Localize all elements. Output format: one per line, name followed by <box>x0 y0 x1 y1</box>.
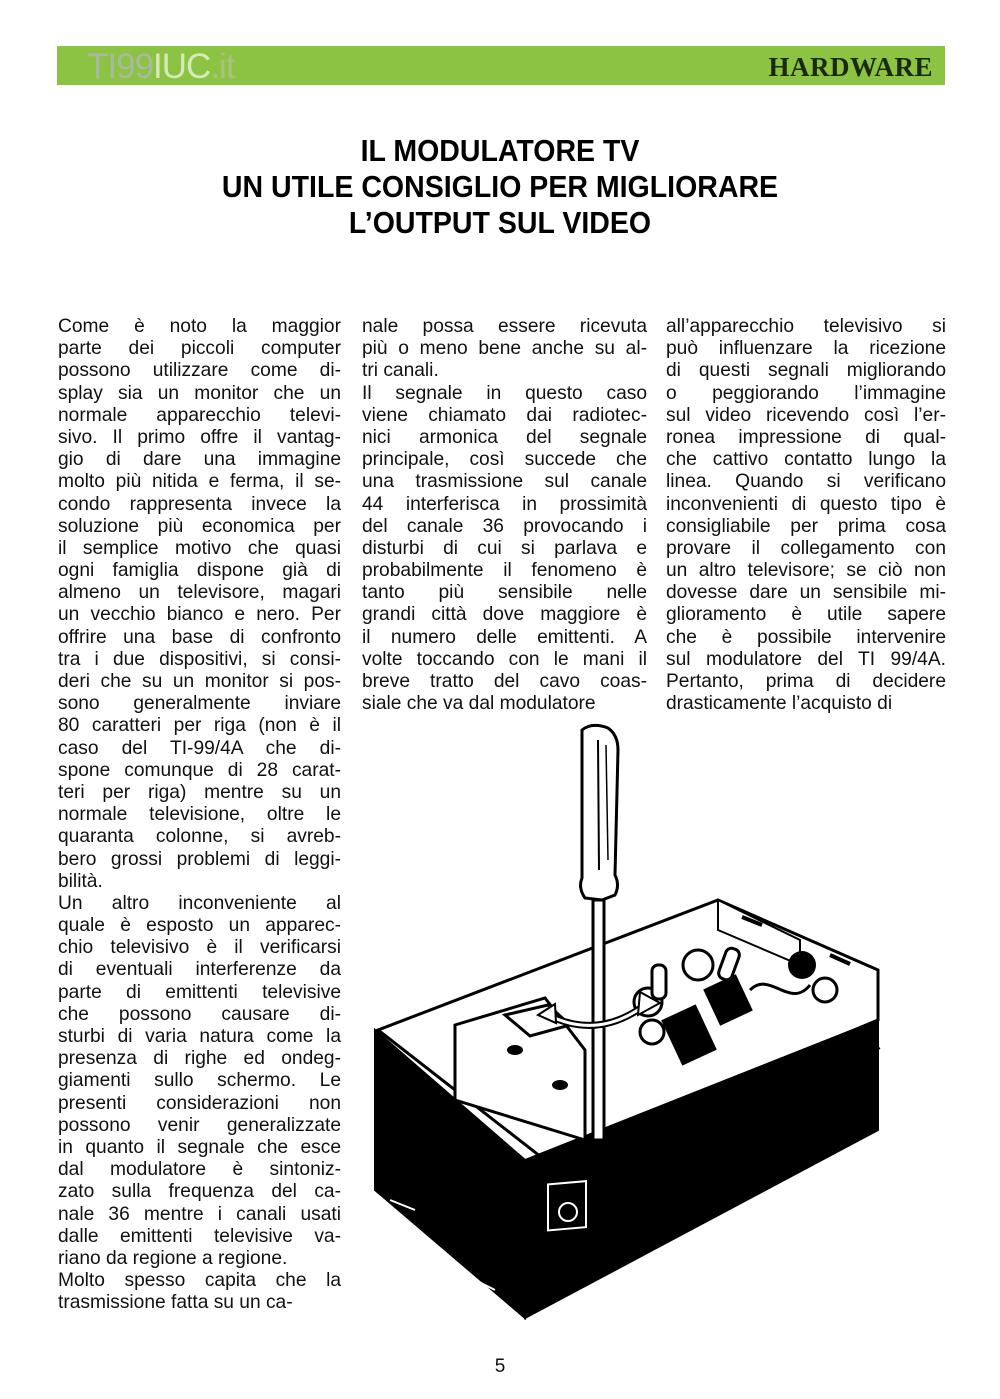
text-line: 80 caratteri per riga (non è il <box>58 715 341 737</box>
text-line: deri che su un monitor si pos- <box>58 671 341 692</box>
text-line: più o meno bene anche su al- <box>362 338 647 360</box>
text-line: quaranta colonne, si avreb- <box>58 826 341 848</box>
text-line: presenza di righe ed ondeg- <box>58 1048 341 1070</box>
text-line: almeno un televisore, magari <box>58 582 341 604</box>
text-line: sturbi di varia natura come la <box>58 1026 341 1047</box>
text-line: chio televisivo è il verificarsi <box>58 937 341 959</box>
text-line: glioramento è utile sapere <box>666 604 946 626</box>
text-line: di questi segnali migliorando <box>666 360 946 382</box>
text-line: breve tratto del cavo coas- <box>362 671 647 692</box>
text-line: zato sulla frequenza del ca- <box>58 1181 341 1203</box>
header-banner <box>57 46 945 85</box>
text-line: quale è esposto un apparec- <box>58 915 341 937</box>
text-line: trasmissione fatta su un ca- <box>58 1292 293 1314</box>
text-line: Molto spesso capita che la <box>58 1270 341 1292</box>
text-line: gio di dare una immagine <box>58 449 341 471</box>
text-line: sul video ricevendo così l’er- <box>666 404 946 426</box>
text-line: o peggiorando l’immagine <box>666 382 946 404</box>
text-line: che è possibile intervenire <box>666 626 946 648</box>
title-line: IL MODULATORE TV <box>360 133 640 168</box>
screwdriver-shaft <box>593 900 604 1140</box>
logo-part-it: .it <box>210 47 235 86</box>
text-line: nici armonica del segnale <box>362 426 647 448</box>
text-line: normale televisione, oltre le <box>58 804 341 826</box>
text-line: nale 36 mentre i canali usati <box>58 1203 341 1225</box>
text-line: possono venir generalizzate <box>58 1114 341 1136</box>
text-line: che cattivo contatto lungo la <box>666 449 946 471</box>
text-line: dal modulatore è sintoniz- <box>58 1159 341 1181</box>
text-line: sono generalmente inviare <box>58 693 341 715</box>
text-line: tanto più sensibile nelle <box>362 582 647 604</box>
text-line: grandi città dove maggiore è <box>362 604 647 626</box>
text-line: riano da regione a regione. <box>58 1247 288 1269</box>
text-line: di eventuali interferenze da <box>58 959 341 981</box>
text-line: sivo. Il primo offre il vantag- <box>58 426 341 448</box>
text-line: che possono causare di- <box>58 1003 341 1025</box>
text-line: ogni famiglia dispone già di <box>58 560 341 582</box>
text-line: in quanto il segnale che esce <box>58 1136 341 1158</box>
text-line: teri per riga) mentre su un <box>58 781 341 803</box>
text-line: molto più nitida e ferma, il se- <box>58 471 341 493</box>
text-line: bilità. <box>58 870 103 892</box>
text-line: tra i due dispositivi, si consi- <box>58 648 341 670</box>
text-line: all’apparecchio televisivo si <box>666 316 946 337</box>
text-line: normale apparecchio televi- <box>58 404 341 426</box>
text-line: bero grossi problemi di leggi- <box>58 848 341 870</box>
text-line: probabilmente il fenomeno è <box>362 560 647 582</box>
text-line: parte di emittenti televisive <box>58 981 341 1003</box>
text-line: nale possa essere ricevuta <box>362 316 647 337</box>
text-line: principale, così succede che <box>362 449 647 471</box>
text-line: linea. Quando si verificano <box>666 471 946 493</box>
text-line: siale che va dal modulatore <box>362 693 596 715</box>
text-line: soluzione più economica per <box>58 515 341 537</box>
text-column-1 <box>58 316 341 1314</box>
text-line: del canale 36 provocando i <box>362 515 647 537</box>
text-line: viene chiamato dai radiotec- <box>362 404 647 426</box>
text-line: provare il collegamento con <box>666 537 946 559</box>
text-line: splay sia un monitor che un <box>58 382 341 404</box>
text-line: un altro televisore; se ciò non <box>666 560 946 582</box>
text-column-3 <box>666 316 946 715</box>
text-line: condo rappresenta invece la <box>58 493 341 515</box>
text-line: può influenzare la ricezione <box>666 338 946 360</box>
text-line: un vecchio bianco e nero. Per <box>58 604 341 626</box>
text-column-2 <box>362 316 647 715</box>
text-line: dalle emittenti televisive va- <box>58 1225 341 1247</box>
text-line: parte dei piccoli computer <box>58 338 341 360</box>
logo-part-ti99: TI99 <box>87 47 154 86</box>
site-logo[interactable] <box>87 46 235 85</box>
text-line: volte toccando con le mani il <box>362 648 647 670</box>
text-line: caso del TI-99/4A che di- <box>58 737 341 759</box>
text-line: presenti considerazioni non <box>58 1092 341 1114</box>
text-line: il semplice motivo che quasi <box>58 537 341 559</box>
text-line: 44 interferisca in prossimità <box>362 493 647 515</box>
text-line: offrire una base di confronto <box>58 626 341 648</box>
page-number: 5 <box>494 1356 506 1377</box>
text-line: il numero delle emittenti. A <box>362 626 647 648</box>
modulator-screwdriver-illustration <box>370 720 960 1320</box>
text-line: Un altro inconveniente al <box>58 892 341 914</box>
text-line: consigliabile per prima cosa <box>666 515 946 537</box>
text-line: Come è noto la maggior <box>58 316 341 337</box>
text-line: giamenti sullo schermo. Le <box>58 1070 341 1092</box>
article-title <box>40 133 960 241</box>
text-line: tri canali. <box>362 360 439 382</box>
text-line: dovesse dare un sensibile mi- <box>666 582 946 604</box>
text-line: una trasmissione sul canale <box>362 471 647 493</box>
text-line: disturbi di cui si parlava e <box>362 537 647 559</box>
section-label: HARDWARE <box>768 52 933 82</box>
text-line: possono utilizzare come di- <box>58 360 341 382</box>
text-line: drasticamente l’acquisto di <box>666 693 893 715</box>
text-line: Pertanto, prima di decidere <box>666 671 946 692</box>
logo-part-iuc: IUC <box>153 47 211 86</box>
title-line: L’OUTPUT SUL VIDEO <box>348 205 652 240</box>
rf-connector <box>548 1181 586 1230</box>
text-line: Il segnale in questo caso <box>362 382 647 404</box>
text-line: spone comunque di 28 carat- <box>58 759 341 781</box>
title-line: UN UTILE CONSIGLIO PER MIGLIORARE <box>221 169 779 204</box>
text-line: inconvenienti di questo tipo è <box>666 493 946 515</box>
text-line: sul modulatore del TI 99/4A. <box>666 648 946 670</box>
text-line: ronea impressione di qual- <box>666 426 946 448</box>
